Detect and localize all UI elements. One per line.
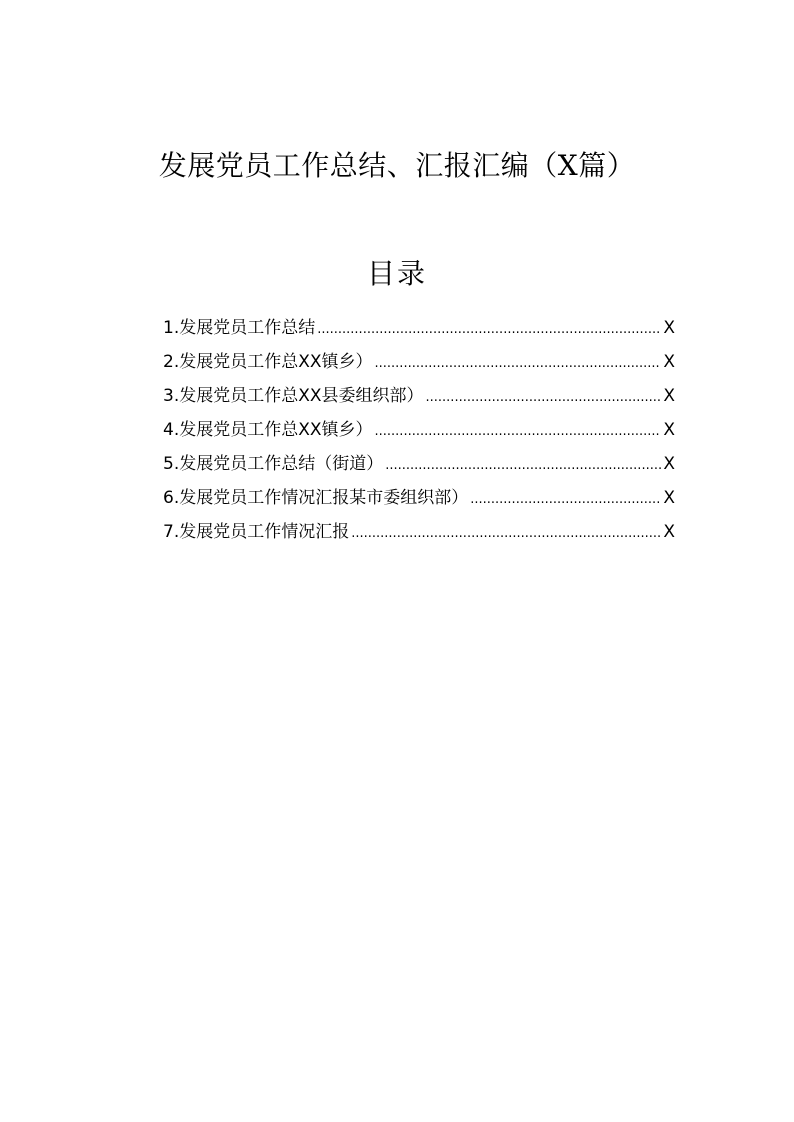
toc-dot-leader: [375, 350, 662, 378]
toc-page-number: X: [663, 420, 675, 440]
table-of-contents: [163, 314, 675, 552]
toc-page-number: X: [663, 352, 675, 372]
toc-heading: 目录: [366, 257, 427, 290]
toc-entry-2[interactable]: [163, 348, 675, 382]
toc-entry-6[interactable]: [163, 484, 675, 518]
toc-entry-label: 4.发展党员工作总XX镇乡）: [163, 420, 373, 440]
toc-entry-label: 3.发展党员工作总XX县委组织部）: [163, 386, 424, 406]
toc-page-number: X: [663, 454, 675, 474]
toc-entry-label: 1.发展党员工作总结: [163, 318, 316, 338]
toc-entry-3[interactable]: [163, 382, 675, 416]
toc-entry-4[interactable]: [163, 416, 675, 450]
toc-dot-leader: [385, 452, 661, 480]
toc-dot-leader: [426, 384, 662, 412]
toc-dot-leader: [375, 418, 662, 446]
toc-page-number: X: [663, 318, 675, 338]
toc-entry-5[interactable]: [163, 450, 675, 484]
toc-entry-label: 7.发展党员工作情况汇报: [163, 522, 350, 542]
toc-page-number: X: [663, 522, 675, 542]
toc-dot-leader: [351, 520, 661, 548]
toc-dot-leader: [317, 316, 661, 344]
toc-page-number: X: [663, 488, 675, 508]
toc-page-number: X: [663, 386, 675, 406]
toc-entry-label: 2.发展党员工作总XX镇乡）: [163, 352, 373, 372]
toc-entry-label: 6.发展党员工作情况汇报某市委组织部）: [163, 488, 469, 508]
toc-entry-7[interactable]: [163, 518, 675, 552]
toc-entry-1[interactable]: [163, 314, 675, 348]
toc-dot-leader: [470, 486, 661, 514]
toc-entry-label: 5.发展党员工作总结（街道）: [163, 454, 384, 474]
document-title: 发展党员工作总结、汇报汇编（X篇）: [158, 149, 636, 182]
